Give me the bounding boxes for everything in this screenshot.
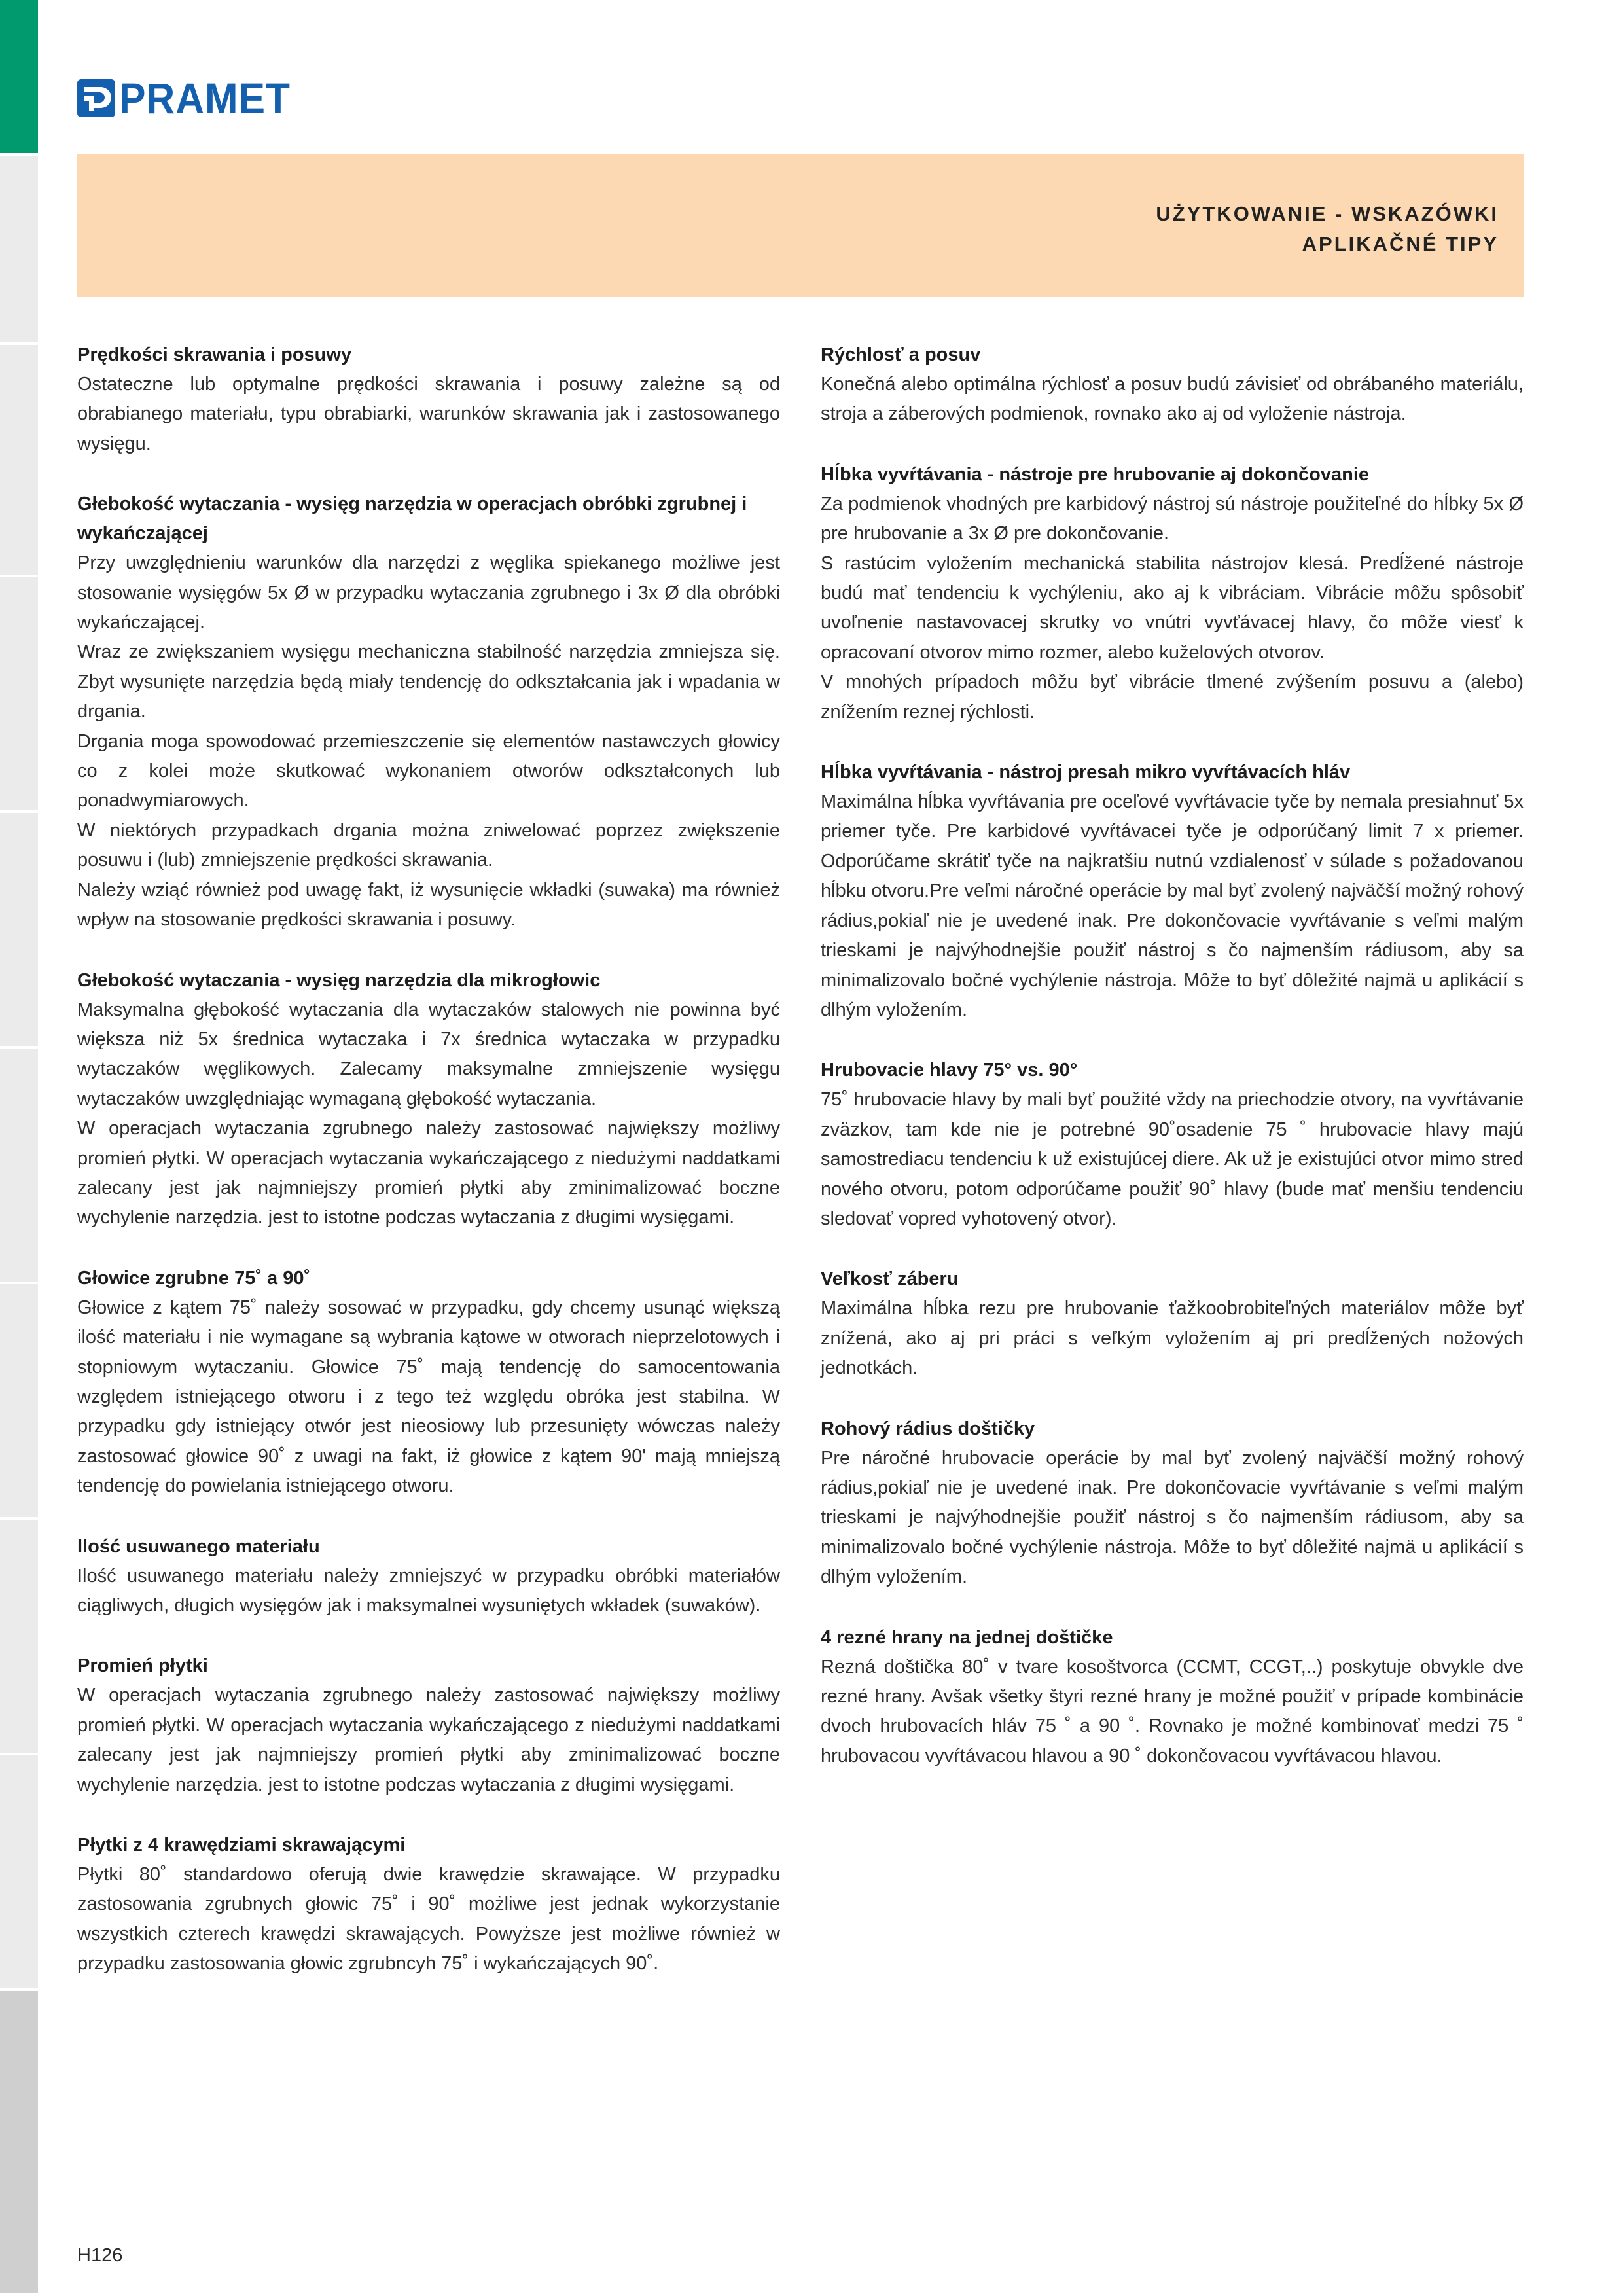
side-tab[interactable]: [0, 1755, 38, 1991]
section-heading: Hĺbka vyvŕtávania - nástroj presah mikro vyvŕtávacích hláv: [821, 762, 1351, 783]
page-number: H126: [77, 2245, 123, 2266]
section-paragraph: 75˚ hrubovacie hlavy by mali byť použité vždy na priechodzie otvory, na vyvŕtávanie zväzkov, tam kde nie je potrebné 90˚osadenie 75 ˚ hrubovacie hlavy majú samostrediacu tendenciu k už existujúcej diere. Ak už je existujúci otvor mimo stred nového otvoru, potom odporúčame použiť 90˚ hlavy (bude mať menšiu tendenciu sledovať vopred vyhotovený otvor).: [821, 1089, 1524, 1229]
section-paragraph: W niektórych przypadkach drgania można zniwelować poprzez zwiększenie posuwu i (lub) zmniejszenie prędkości skrawania.: [77, 819, 780, 871]
section-heading: Hrubovacie hlavy 75° vs. 90°: [821, 1060, 1078, 1081]
side-tab[interactable]: [0, 1991, 38, 2296]
left-column: [77, 340, 780, 2010]
text-section: [77, 966, 780, 1233]
section-heading: Głebokość wytaczania - wysięg narzędzia dla mikrogłowic: [77, 969, 601, 991]
side-tab[interactable]: [0, 1049, 38, 1284]
section-heading: 4 rezné hrany na jednej doštičke: [821, 1626, 1113, 1648]
section-heading: Rýchlosť a posuv: [821, 344, 981, 365]
section-paragraph: Pre náročné hrubovacie operácie by mal byť zvolený najväčší možný rohový rádius,pokiaľ nie je uvedené inak. Pre dokončovacie vyvŕtávanie s veľmi malým trieskami je najvýhodnejšie použiť nástroj s čo najmenším rádiusom, aby sa minimalizovalo bočné vychýlenie nástroja. Môže to byť dôležité najmä u aplikácií s dlhým vyložením.: [821, 1447, 1524, 1588]
section-paragraph: Maksymalna głębokość wytaczania dla wytaczaków stalowych nie powinna być większa niż 5x średnica wytaczaka i 7x średnica wytaczaka w przypadku wytaczaków węglikowych. Zalecamy maksymalne zmniejszenie wysięgu wytaczaków uwzględniając wymaganą głębokość wytaczania.: [77, 999, 780, 1109]
section-paragraph: Drgania moga spowodować przemieszczenie się elementów nastawczych głowicy co z kolei może skutkować wykonaniem otworów odkształconych lub ponadwymiarowych.: [77, 730, 780, 812]
header-band: [77, 154, 1524, 297]
section-paragraph: Płytki 80˚ standardowo oferują dwie krawędzie skrawające. W przypadku zastosowania zgrubnych głowic 75˚ i 90˚ możliwe jest jednak wykorzystanie wszystkich czterech krawędzi skrawających. Powyższe jest możliwe również w przypadku zastosowania głowic zgrubncyh 75˚ i wykańczających 90˚.: [77, 1864, 780, 1975]
brand-name: PRAMET: [119, 74, 291, 122]
text-section: [821, 460, 1524, 727]
side-tab[interactable]: [0, 345, 38, 577]
side-tab[interactable]: [0, 577, 38, 813]
side-tab[interactable]: [0, 1520, 38, 1755]
side-tab-strip: [0, 0, 38, 2296]
text-section: [821, 1414, 1524, 1592]
text-section: [821, 1623, 1524, 1772]
section-heading: Rohový rádius doštičky: [821, 1418, 1035, 1439]
section-heading: Płytki z 4 krawędziami skrawającymi: [77, 1835, 406, 1856]
brand-logo: [77, 74, 306, 122]
text-section: [77, 490, 780, 935]
section-paragraph: Przy uwzględnieniu warunków dla narzędzi z węglika spiekanego możliwe jest stosowanie wysięgów 5x Ø w przypadku wytaczania zgrubnego i 3x Ø dla obróbki wykańczającej.: [77, 552, 780, 634]
right-column: [821, 340, 1524, 1802]
section-paragraph: Ilość usuwanego materiału należy zmniejszyć w przypadku obróbki materiałów ciągliwych, długich wysięgów jak i maksymalnei wysuniętych wkładek (suwaków).: [77, 1565, 780, 1616]
section-paragraph: Rezná doštička 80˚ v tvare kosoštvorca (CCMT, CCGT,..) poskytuje obvykle dve rezné hrany. Avšak všetky štyri rezné hrany je možné použiť v prípade kombinácie dvoch hrubovacích hláv 75 ˚ a 90 ˚. Rovnako je možné kombinovať medzi 75 ˚ hrubovacou vyvŕtávacou hlavou a 90 ˚ dokončovacou vyvŕtávacou hlavou.: [821, 1656, 1524, 1767]
section-paragraph: Należy wziąć również pod uwagę fakt, iż wysunięcie wkładki (suwaka) ma również wpływ na stosowanie prędkości skrawania i posuwy.: [77, 879, 780, 931]
section-paragraph: W operacjach wytaczania zgrubnego należy zastosować największy możliwy promień płytki. W operacjach wytaczania wykańczającego z niedużymi naddatkami zalecany jest jak najmniejszy promień płytki aby zminimalizować boczne wychylenie narzędzia. jest to istotne podczas wytaczania z długimi wysięgami.: [77, 1118, 780, 1229]
section-paragraph: Ostateczne lub optymalne prędkości skrawania i posuwy zależne są od obrabianego materiału, typu obrabiarki, warunków skrawania jak i zastosowanego wysięgu.: [77, 374, 780, 454]
section-paragraph: W operacjach wytaczania zgrubnego należy zastosować największy możliwy promień płytki. W operacjach wytaczania wykańczającego z niedużymi naddatkami zalecany jest jak najmniejszy promień płytki aby zminimalizować boczne wychylenie narzędzia. jest to istotne podczas wytaczania z długimi wysięgami.: [77, 1685, 780, 1795]
section-paragraph: Konečná alebo optimálna rýchlosť a posuv budú závisieť od obrábaného materiálu, stroja a záberových podmienok, rovnako ako aj od vyloženie nástroja.: [821, 374, 1524, 425]
section-paragraph: V mnohých prípadoch môžu byť vibrácie tlmené zvýšením posuvu a (alebo) znížením reznej rýchlosti.: [821, 672, 1524, 723]
text-section: [77, 1264, 780, 1501]
section-heading: Veľkosť záberu: [821, 1268, 959, 1290]
side-tab-active[interactable]: [0, 0, 38, 156]
section-paragraph: S rastúcim vyložením mechanická stabilita nástrojov klesá. Predĺžené nástroje budú mať tendenciu k vychýleniu, ako aj k vibráciam. Vibrácie môžu spôsobiť uvoľnenie nastavovacej skrutky vo vnútri vyvťávacej hlavy, čo môže viesť k opracovaní otvorov mimo rozmer, alebo kuželových otvorov.: [821, 552, 1524, 663]
section-paragraph: Maximálna hĺbka vyvŕtávania pre oceľové vyvŕtávacie tyče by nemala presiahnuť 5x priemer tyče. Pre karbidové vyvŕtávacei tyče je odporúčaný limit 7 x priemer. Odporúčame skrátiť tyče na najkratšiu nutnú vzdialenosť v súlade s požadovanou hĺbku otvoru.Pre veľmi náročné operácie by mal byť zvolený najväčší možný rohový rádius,pokiaľ nie je uvedené inak. Pre dokončovacie vyvŕtávanie s veľmi malým trieskami je najvýhodnejšie použiť nástroj s čo najmenším rádiusom, aby sa minimalizovalo bočné vychýlenie nástroja. Môže to byť dôležité najmä u aplikácií s dlhým vyložením.: [821, 791, 1524, 1020]
text-section: [77, 1532, 780, 1621]
text-section: [821, 340, 1524, 429]
text-section: [821, 1056, 1524, 1234]
text-section: [821, 758, 1524, 1025]
section-paragraph: Wraz ze zwiększaniem wysięgu mechaniczna stabilność narzędzia zmniejsza się. Zbyt wysunięte narzędzia będą miały tendencję do odkształcania jak i wpadania w drgania.: [77, 641, 780, 723]
text-section: [821, 1265, 1524, 1383]
side-tab[interactable]: [0, 813, 38, 1049]
text-section: [77, 1831, 780, 1979]
pramet-logo-icon: [77, 79, 115, 117]
text-section: [77, 1651, 780, 1800]
section-heading: Hĺbka vyvŕtávania - nástroje pre hrubovanie aj dokončovanie: [821, 463, 1370, 485]
section-heading: Głebokość wytaczania - wysięg narzędzia w operacjach obróbki zgrubnej i wykańczającej: [77, 493, 747, 545]
section-heading: Ilość usuwanego materiału: [77, 1535, 320, 1557]
page-title: [1156, 199, 1499, 259]
section-paragraph: Za podmienok vhodných pre karbidový nástroj sú nástroje použiteľné do hĺbky 5x Ø pre hrubovanie a 3x Ø pre dokončovanie.: [821, 493, 1524, 545]
text-section: [77, 340, 780, 459]
section-heading: Prędkości skrawania i posuwy: [77, 344, 352, 365]
section-heading: Głowice zgrubne 75˚ a 90˚: [77, 1267, 311, 1289]
section-paragraph: Głowice z kątem 75˚ należy sosować w przypadku, gdy chcemy usunąć większą ilość materiału i nie wymagane są wybrania kątowe w otworach nieprzelotowych i stopniowym wytaczaniu. Głowice 75˚ mają tendencję do samocentowania względem istniejącego otworu i z tego też względu obróka jest stabilna. W przypadku gdy istniejący otwór jest nieosiowy lub przesunięty wówczas należy zastosować głowice 90˚ z uwagi na fakt, iż głowice z kątem 90' mają mniejszą tendencję do powielania istniejącego otworu.: [77, 1297, 780, 1497]
side-tab[interactable]: [0, 156, 38, 345]
title-line-slovak: APLIKAČNÉ TIPY: [1302, 232, 1499, 255]
section-heading: Promień płytki: [77, 1655, 208, 1677]
section-paragraph: Maximálna hĺbka rezu pre hrubovanie ťažkoobrobiteľných materiálov môže byť znížená, ako aj pri práci s veľkým vyložením aj pri predĺžených nožových jednotkách.: [821, 1298, 1524, 1379]
side-tab[interactable]: [0, 1284, 38, 1520]
title-line-polish: UŻYTKOWANIE - WSKAZÓWKI: [1156, 202, 1499, 225]
